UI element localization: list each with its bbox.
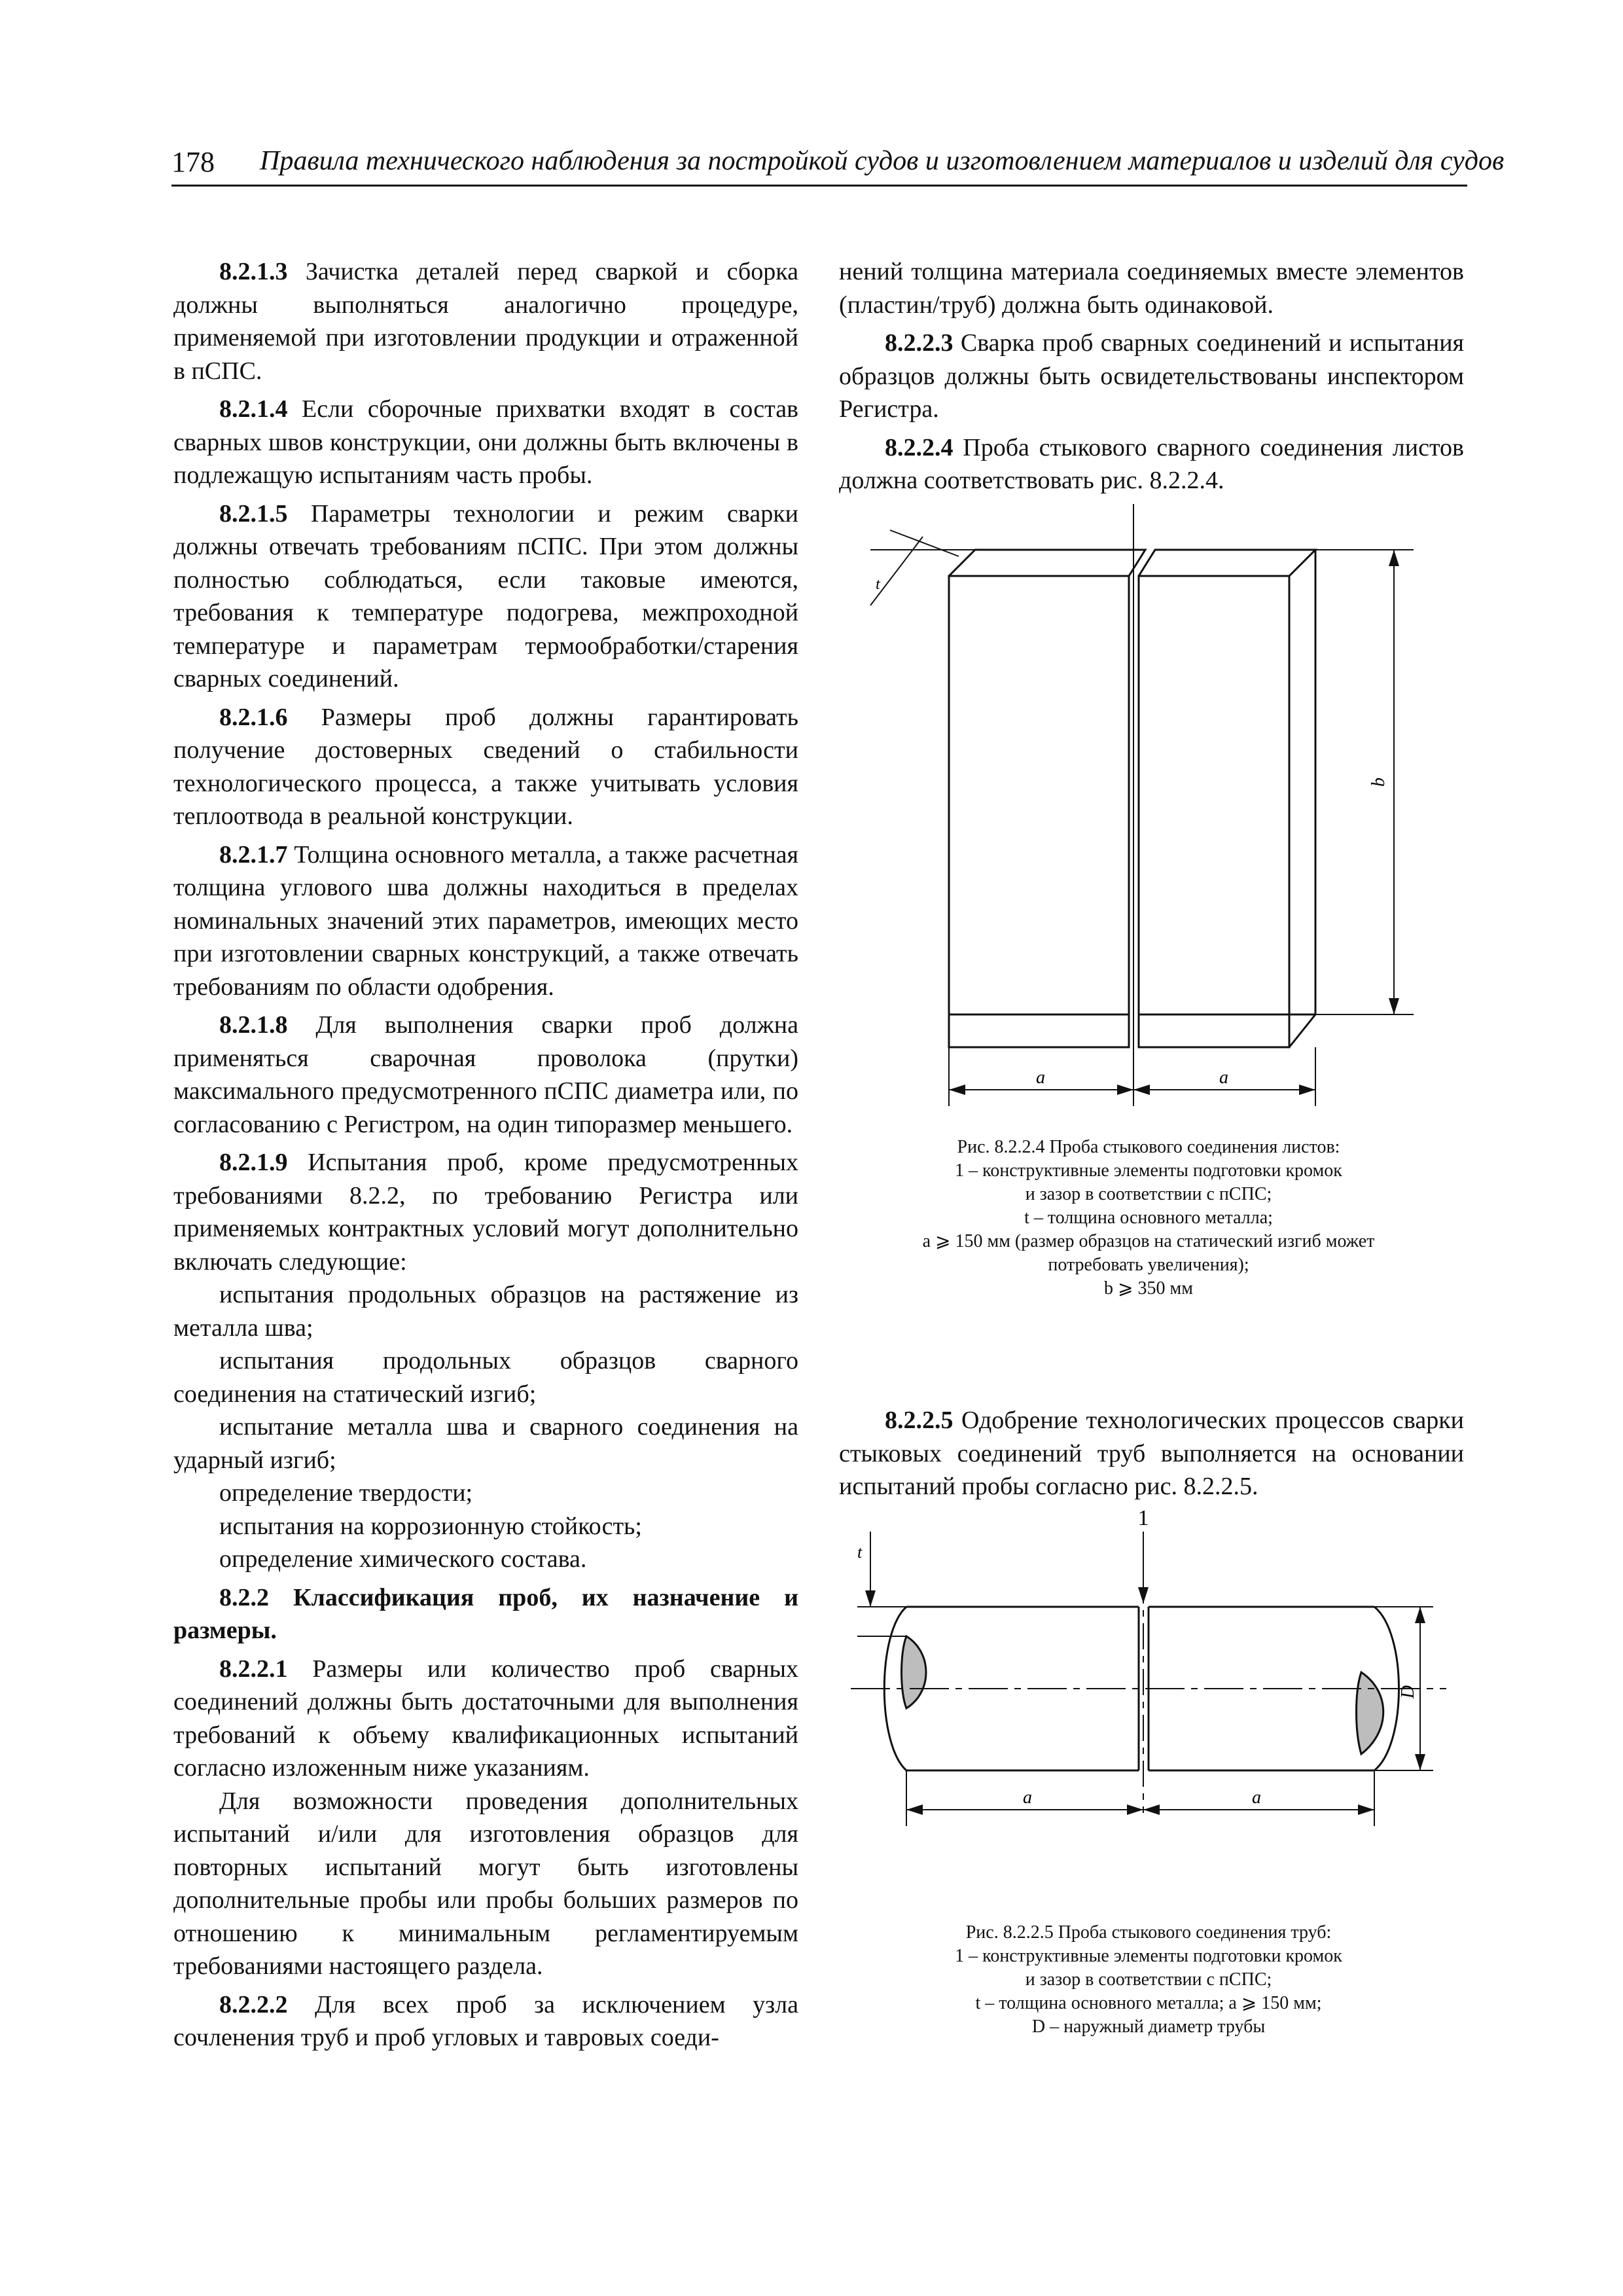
caption-line: 1 – конструктивные элементы подготовки кромок bbox=[955, 1160, 1342, 1181]
figure-8-2-2-4 bbox=[844, 491, 1453, 1132]
figure-8-2-2-5-caption bbox=[844, 1921, 1453, 2039]
clause-number: 8.2.2 bbox=[219, 1583, 269, 1611]
paragraph bbox=[173, 1278, 798, 1344]
fig2-label-D: D bbox=[1398, 1685, 1418, 1699]
clause-text: Сварка проб сварных соединений и испытания образцов должны быть освидетельствованы инспектором Регистра. bbox=[839, 329, 1465, 423]
caption-line: t – толщина основного металла; bbox=[1024, 1208, 1273, 1228]
clause-number: 8.2.1.9 bbox=[219, 1149, 288, 1176]
figure-8-2-2-4-caption bbox=[844, 1136, 1453, 1300]
clause-text: испытания продольных образцов на растяжение из металла шва; bbox=[173, 1281, 798, 1342]
clause-text: испытания на коррозионную стойкость; bbox=[219, 1512, 642, 1540]
clause-number: 8.2.1.8 bbox=[219, 1011, 288, 1039]
running-title: Правила технического наблюдения за постройкой судов и изготовлением материалов и изделий для судов bbox=[260, 146, 1505, 176]
clause-number: 8.2.1.3 bbox=[219, 258, 288, 285]
right-column-top bbox=[839, 255, 1464, 497]
paragraph bbox=[839, 431, 1464, 497]
fig1-label-b: b bbox=[1368, 778, 1389, 787]
fig2-label-a-left: a bbox=[1023, 1787, 1032, 1808]
paragraph bbox=[173, 701, 798, 833]
paragraph bbox=[173, 1009, 798, 1141]
caption-line: b ⩾ 350 мм bbox=[1104, 1278, 1193, 1299]
clause-number: 8.2.1.4 bbox=[219, 395, 288, 423]
paragraph bbox=[173, 1988, 798, 2054]
paragraph bbox=[839, 255, 1464, 321]
clause-text: Для всех проб за исключением узла сочленения труб и проб угловых и тавровых соеди- bbox=[173, 1990, 799, 2051]
fig2-label-t: t bbox=[857, 1543, 863, 1562]
fig1-label-a-right: a bbox=[1219, 1067, 1228, 1088]
paragraph bbox=[173, 1477, 798, 1510]
clause-text: Испытания проб, кроме предусмотренных требованиями 8.2.2, по требованию Регистра или применяемых контрактных условий могут дополнительно включать следующие: bbox=[173, 1149, 799, 1276]
clause-text: испытания продольных образцов сварного соединения на статический изгиб; bbox=[173, 1347, 798, 1408]
paragraph bbox=[173, 1785, 798, 1983]
right-column-bottom bbox=[839, 1404, 1464, 1503]
fig1-label-t: t bbox=[876, 576, 880, 593]
paragraph bbox=[173, 497, 798, 696]
paragraph bbox=[839, 327, 1464, 426]
clause-text: определение твердости; bbox=[219, 1479, 473, 1507]
page-header bbox=[171, 145, 1505, 187]
clause-text: Толщина основного металла, а также расчетная толщина углового шва должны находиться в пределах номинальных значений этих параметров, имеющих место при изготовлении сварных конструкций, а также отвечать требованиям по области одобрения. bbox=[173, 840, 798, 1001]
caption-line: t – толщина основного металла; a ⩾ 150 мм; bbox=[975, 1993, 1322, 2013]
paragraph bbox=[173, 1146, 798, 1278]
clause-text: определение химического состава. bbox=[219, 1545, 587, 1573]
clause-text: Для возможности проведения дополнительных испытаний и/или для изготовления образцов для повторных испытаний могут быть изготовлены дополнительные пробы или пробы больших размеров по отношению к минимальным регламентируемым требованиями настоящего раздела. bbox=[173, 1787, 798, 1980]
clause-text: Классификация проб, их назначение и размеры. bbox=[173, 1583, 798, 1644]
clause-text: Проба стыкового сварного соединения листов должна соответствовать рис. 8.2.2.4. bbox=[839, 433, 1464, 494]
clause-number: 8.2.2.2 bbox=[219, 1990, 288, 2018]
clause-number: 8.2.2.4 bbox=[885, 433, 954, 461]
paragraph bbox=[173, 393, 798, 492]
paragraph bbox=[839, 1404, 1464, 1503]
paragraph bbox=[173, 1581, 798, 1647]
clause-number: 8.2.1.7 bbox=[219, 840, 288, 869]
paragraph bbox=[173, 1653, 798, 1785]
page-number: 178 bbox=[171, 146, 215, 178]
caption-line: потребовать увеличения); bbox=[1048, 1255, 1249, 1275]
paragraph bbox=[173, 1543, 798, 1576]
fig2-label-1: 1 bbox=[1137, 1506, 1149, 1530]
caption-line: 1 – конструктивные элементы подготовки кромок bbox=[955, 1946, 1342, 1966]
fig2-label-a-right: a bbox=[1252, 1787, 1261, 1808]
caption-line: D – наружный диаметр трубы bbox=[1031, 2017, 1266, 2037]
clause-text: испытание металла шва и сварного соединения на ударный изгиб; bbox=[173, 1413, 798, 1474]
caption-line: a ⩾ 150 мм (размер образцов на статический изгиб может bbox=[922, 1231, 1375, 1251]
caption-line: Рис. 8.2.2.5 Проба стыкового соединения труб: bbox=[965, 1922, 1332, 1943]
clause-number: 8.2.2.3 bbox=[885, 329, 954, 357]
clause-text: Для выполнения сварки проб должна применяться сварочная проволока (прутки) максимального предусмотренного пСПС диаметра или, по согласованию с Регистром, на один типоразмер меньшего. bbox=[173, 1011, 798, 1138]
clause-text: Размеры или количество проб сварных соединений должны быть достаточными для выполнения требований к объему квалификационных испытаний согласно изложенным ниже указаниям. bbox=[173, 1655, 798, 1782]
paragraph bbox=[173, 1344, 798, 1410]
caption-line: Рис. 8.2.2.4 Проба стыкового соединения листов: bbox=[957, 1137, 1340, 1157]
clause-text: Размеры проб должны гарантировать получение достоверных сведений о стабильности технологического процесса, а также учитывать условия теплоотвода в реальной конструкции. bbox=[173, 703, 798, 830]
left-column bbox=[173, 255, 798, 2054]
paragraph bbox=[173, 1410, 798, 1477]
clause-text: Если сборочные прихватки входят в состав сварных швов конструкции, они должны быть включены в подлежащую испытаниям часть пробы. bbox=[173, 395, 799, 489]
clause-text: Одобрение технологических процессов сварки стыковых соединений труб выполняется на основании испытаний пробы согласно рис. 8.2.2.5. bbox=[839, 1407, 1464, 1500]
fig1-label-a-left: a bbox=[1036, 1067, 1045, 1088]
paragraph bbox=[173, 255, 798, 387]
clause-number: 8.2.2.1 bbox=[219, 1655, 288, 1683]
figure-8-2-2-5 bbox=[844, 1505, 1453, 1846]
clause-number: 8.2.2.5 bbox=[885, 1407, 954, 1434]
paragraph bbox=[173, 838, 798, 1004]
paragraph bbox=[173, 1510, 798, 1543]
caption-line: и зазор в соответствии с пСПС; bbox=[1025, 1969, 1272, 1990]
clause-number: 8.2.1.5 bbox=[219, 499, 288, 528]
clause-number: 8.2.1.6 bbox=[219, 703, 288, 731]
clause-text: нений толщина материала соединяемых вместе элементов (пластин/труб) должна быть одинаковой. bbox=[839, 258, 1464, 319]
clause-text: Зачистка деталей перед сваркой и сборка должны выполняться аналогично процедуре, применяемой при изготовлении продукции и отраженной в пСПС. bbox=[173, 258, 799, 385]
clause-text: Параметры технологии и режим сварки должны отвечать требованиям пСПС. При этом должны полностью соблюдаться, если таковые имеются, требования к температуре подогрева, межпроходной температуре и параметрам термообработки/старения сварных соединений. bbox=[173, 499, 799, 692]
caption-line: и зазор в соответствии с пСПС; bbox=[1025, 1184, 1272, 1204]
